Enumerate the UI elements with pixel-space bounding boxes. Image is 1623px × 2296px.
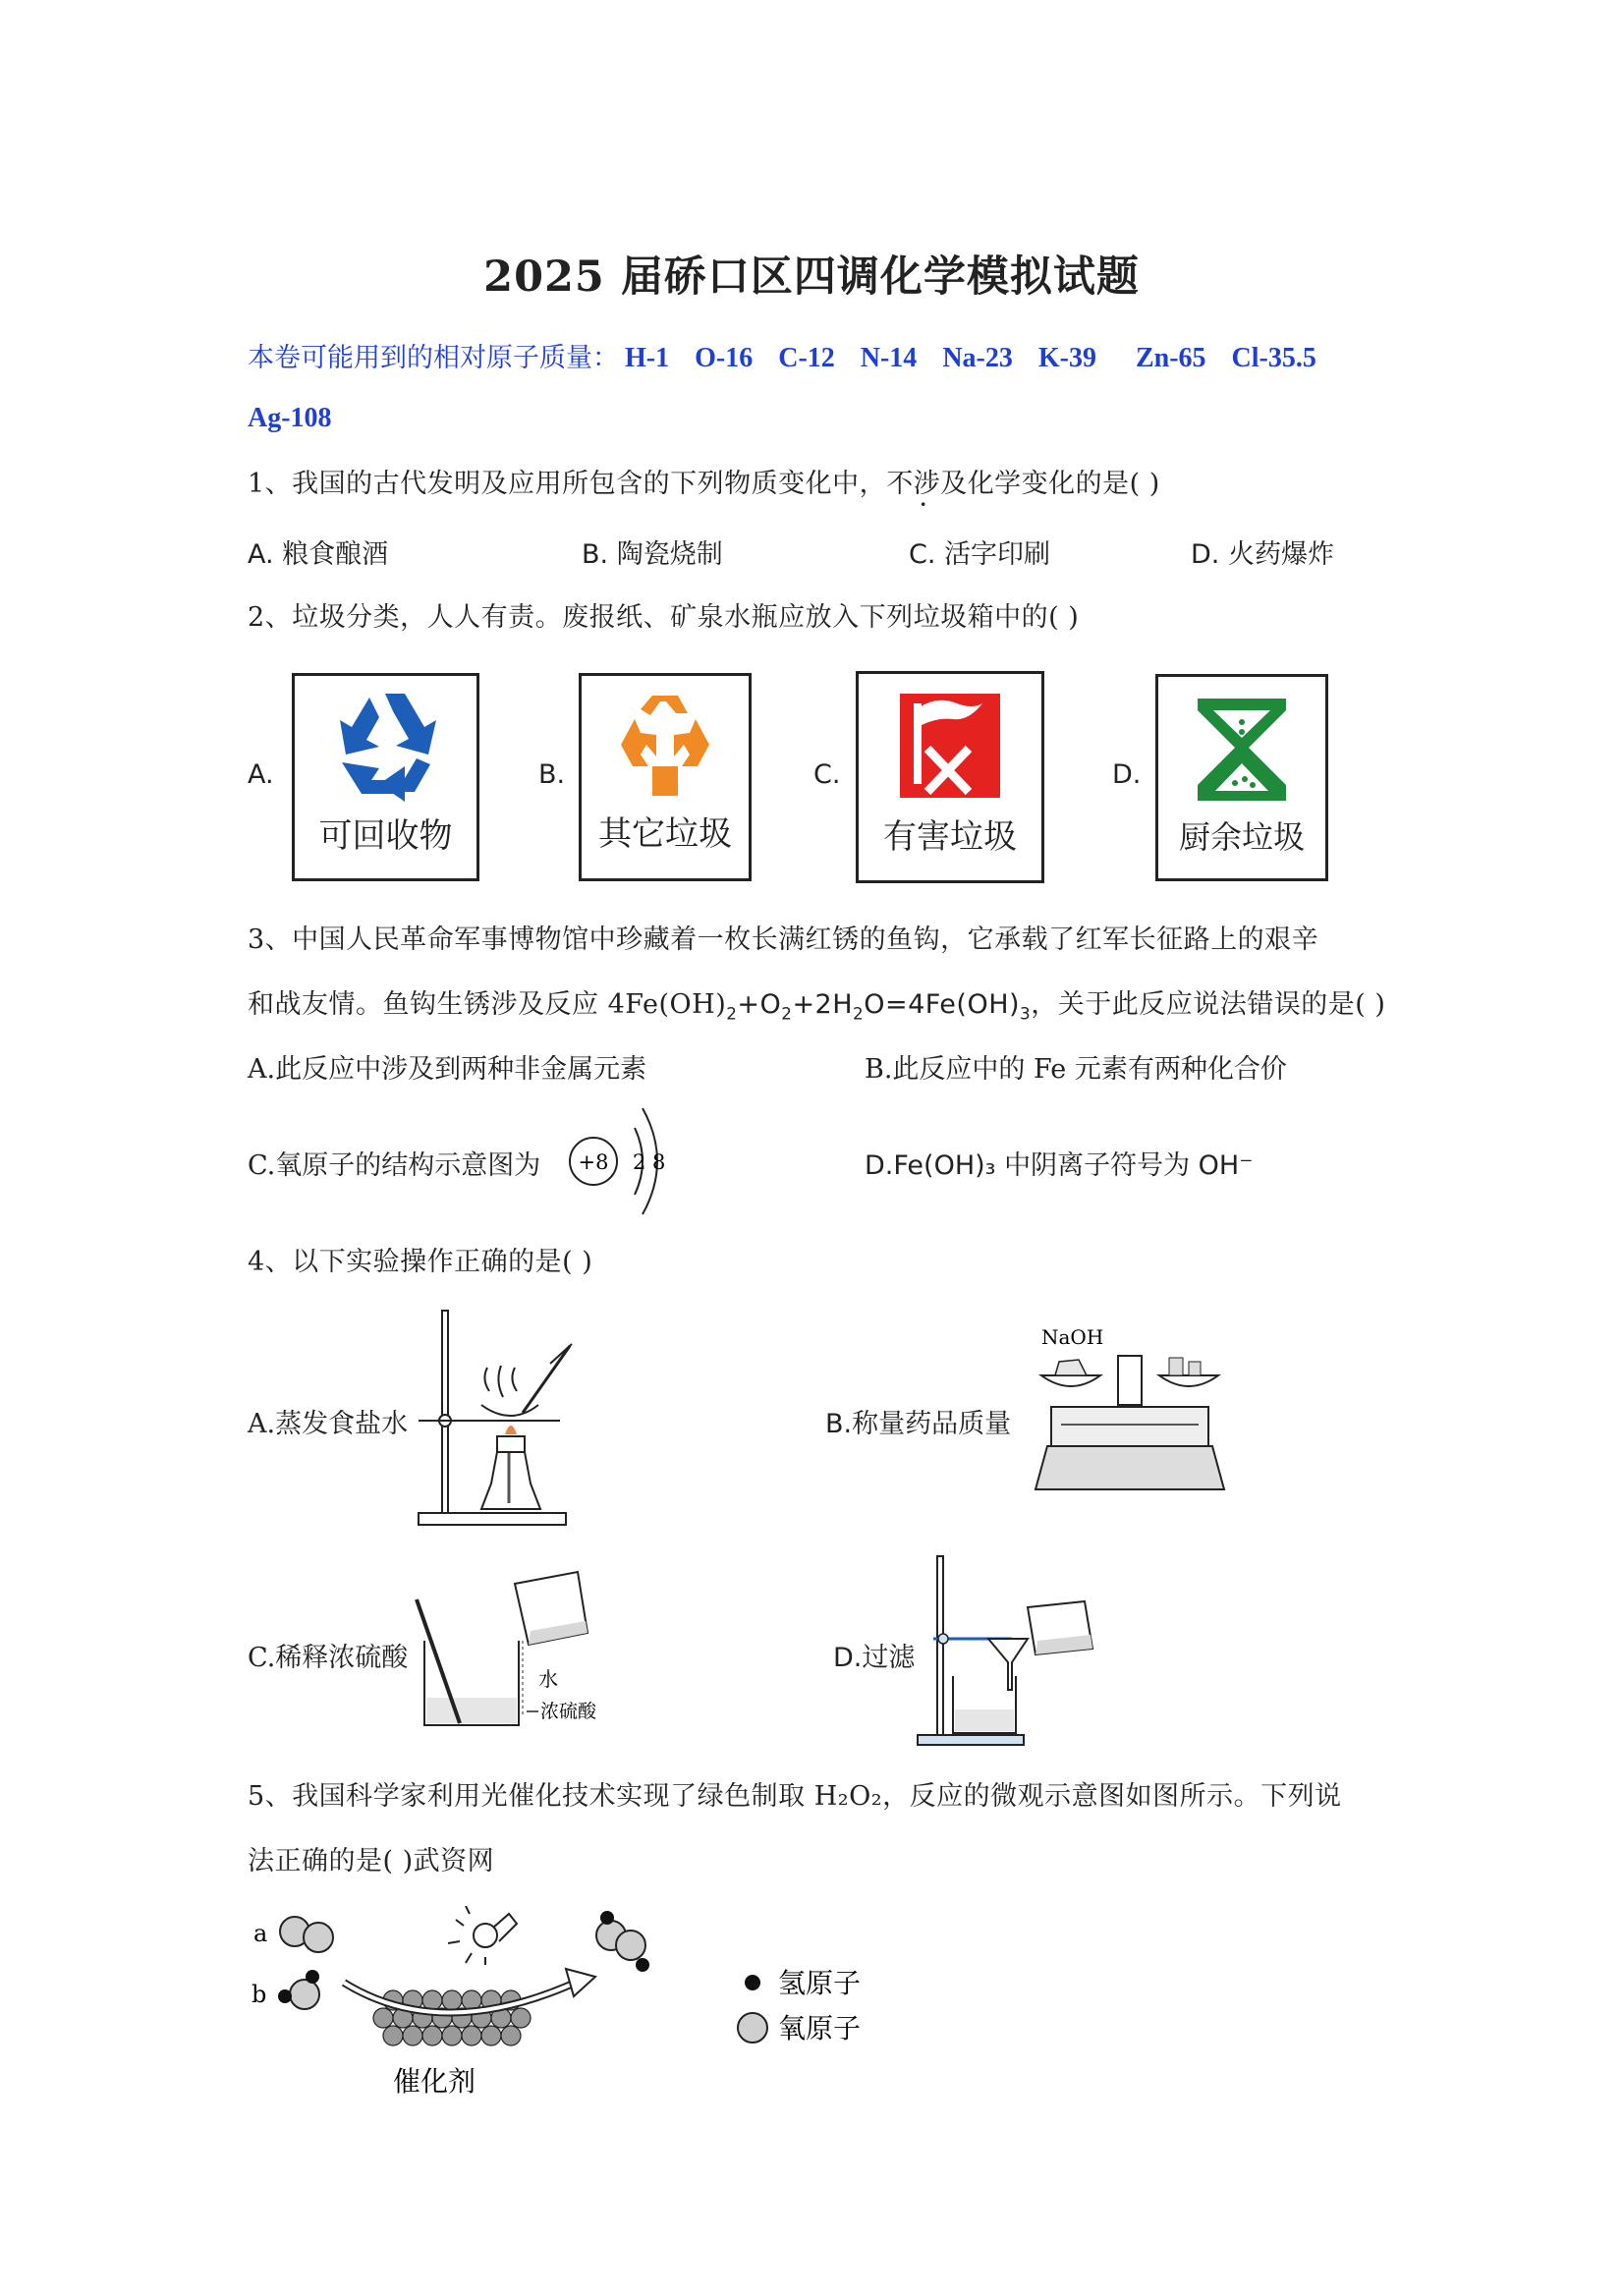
naoh-label: NaOH [1041,1325,1104,1349]
q4-option-d: D.过滤 [833,1643,916,1673]
hydrogen-atom-icon [745,1975,760,1990]
page-title: 2025 届硚口区四调化学模拟试题 [483,252,1140,302]
evaporation-apparatus-image [413,1307,580,1533]
recycle-bin-sign [292,673,479,881]
q1-option-b: B. 陶瓷烧制 [582,539,723,570]
legend-hydrogen-label: 氢原子 [778,1967,862,1999]
hazardous-waste-sign [856,671,1044,883]
oxygen-atom-icon [738,2013,767,2043]
question-3-line-2: 和战友情。鱼钩生锈涉及反应 $4Fe(OH)_2+O_2+2H_2O=4Fe(OH)_3$，关于此反应说法错误的是( ) [248,989,1386,1024]
hazardous-waste-label: 有害垃圾 [883,817,1017,857]
acid-label: 浓硫酸 [540,1701,597,1722]
q1-option-c: C. 活字印刷 [909,539,1051,570]
q4-option-c: C.稀释浓硫酸 [248,1643,409,1673]
nucleus-charge: +8 [578,1150,609,1174]
q3-option-b: B.此反应中的 Fe 元素有两种化合价 [865,1054,1287,1085]
q1-stem-post: 化学变化的是( ) [967,469,1160,499]
other-waste-label: 其它垃圾 [598,814,732,854]
question-3-line-1: 3、中国人民革命军事博物馆中珍藏着一枚长满红锈的鱼钩，它承载了红军长征路上的艰辛 [248,924,1319,955]
question-2-stem: 2、垃圾分类，人人有责。废报纸、矿泉水瓶应放入下列垃圾箱中的( ) [248,602,1080,633]
recycle-icon [295,676,476,804]
q4-option-b: B.称量药品质量 [825,1409,1012,1439]
atomic-mass-overflow: Ag-108 [248,403,332,433]
q2-letter-d: D. [1112,759,1142,790]
atomic-mass-item: O-16 [695,343,754,373]
atomic-mass-item: Zn-65 [1135,343,1206,373]
q2-letter-c: C. [813,759,841,790]
atomic-mass-item: H-1 [625,343,670,373]
q1-option-a: A. 粮食酿酒 [248,539,389,570]
atomic-mass-line [248,336,1316,374]
question-5-line-1: 5、我国科学家利用光催化技术实现了绿色制取 H₂O₂，反应的微观示意图如图所示。下列说 [248,1781,1342,1812]
filtration-apparatus-image [914,1552,1110,1749]
water-label: 水 [538,1667,558,1691]
kitchen-waste-sign [1155,674,1328,881]
other-waste-sign [579,673,752,881]
electron-shells: 2 8 [633,1150,666,1174]
legend-oxygen-label: 氧原子 [778,2012,862,2044]
atomic-mass-item: Cl-35.5 [1231,343,1316,373]
q1-option-d: D. 火药爆炸 [1191,539,1334,570]
balance-scale-image [1022,1322,1238,1501]
hazard-icon [859,674,1041,807]
oxygen-atom-structure-diagram [560,1100,678,1223]
atomic-mass-item: Na-23 [942,343,1013,373]
catalyst-label: 催化剂 [393,2065,476,2098]
atomic-mass-item: C-12 [778,343,835,373]
atomic-mass-item: K-39 [1037,343,1096,373]
question-1-stem [248,462,1160,500]
q3-option-a: A.此反应中涉及到两种非金属元素 [248,1054,647,1085]
q4-option-a: A.蒸发食盐水 [248,1409,409,1439]
question-4-stem: 4、以下实验操作正确的是( ) [248,1247,593,1277]
other-waste-icon [582,676,749,804]
atomic-mass-item: N-14 [860,343,918,373]
question-5-line-2: 法正确的是( )武资网 [248,1846,495,1876]
q1-emphasis: 不涉及 [886,469,968,499]
atom-legend [731,1965,888,2053]
q2-letter-b: B. [538,759,566,790]
q3-line-2-post: ，关于此反应说法错误的是( ) [1031,989,1386,1020]
q3-option-d: D.Fe(OH)₃ 中阴离子符号为 OH⁻ [865,1150,1254,1181]
dilution-apparatus-image [413,1570,619,1737]
q1-stem-pre: 1、我国的古代发明及应用所包含的下列物质变化中， [248,469,887,499]
atomic-mass-label: 本卷可能用到的相对原子质量： [248,343,619,373]
kitchen-waste-label: 厨余垃圾 [1178,818,1305,856]
reactant-a-label: a [253,1920,268,1947]
q3-option-c: C.氧原子的结构示意图为 [248,1150,541,1181]
hourglass-icon [1158,677,1325,812]
q2-letter-a: A. [248,759,274,790]
recycle-bin-label: 可回收物 [318,816,453,856]
q3-line-2-pre: 和战友情。鱼钩生锈涉及反应 4Fe(OH) [248,989,727,1020]
reactant-b-label: b [252,1981,267,2008]
reaction-micro-diagram [246,1906,678,2102]
